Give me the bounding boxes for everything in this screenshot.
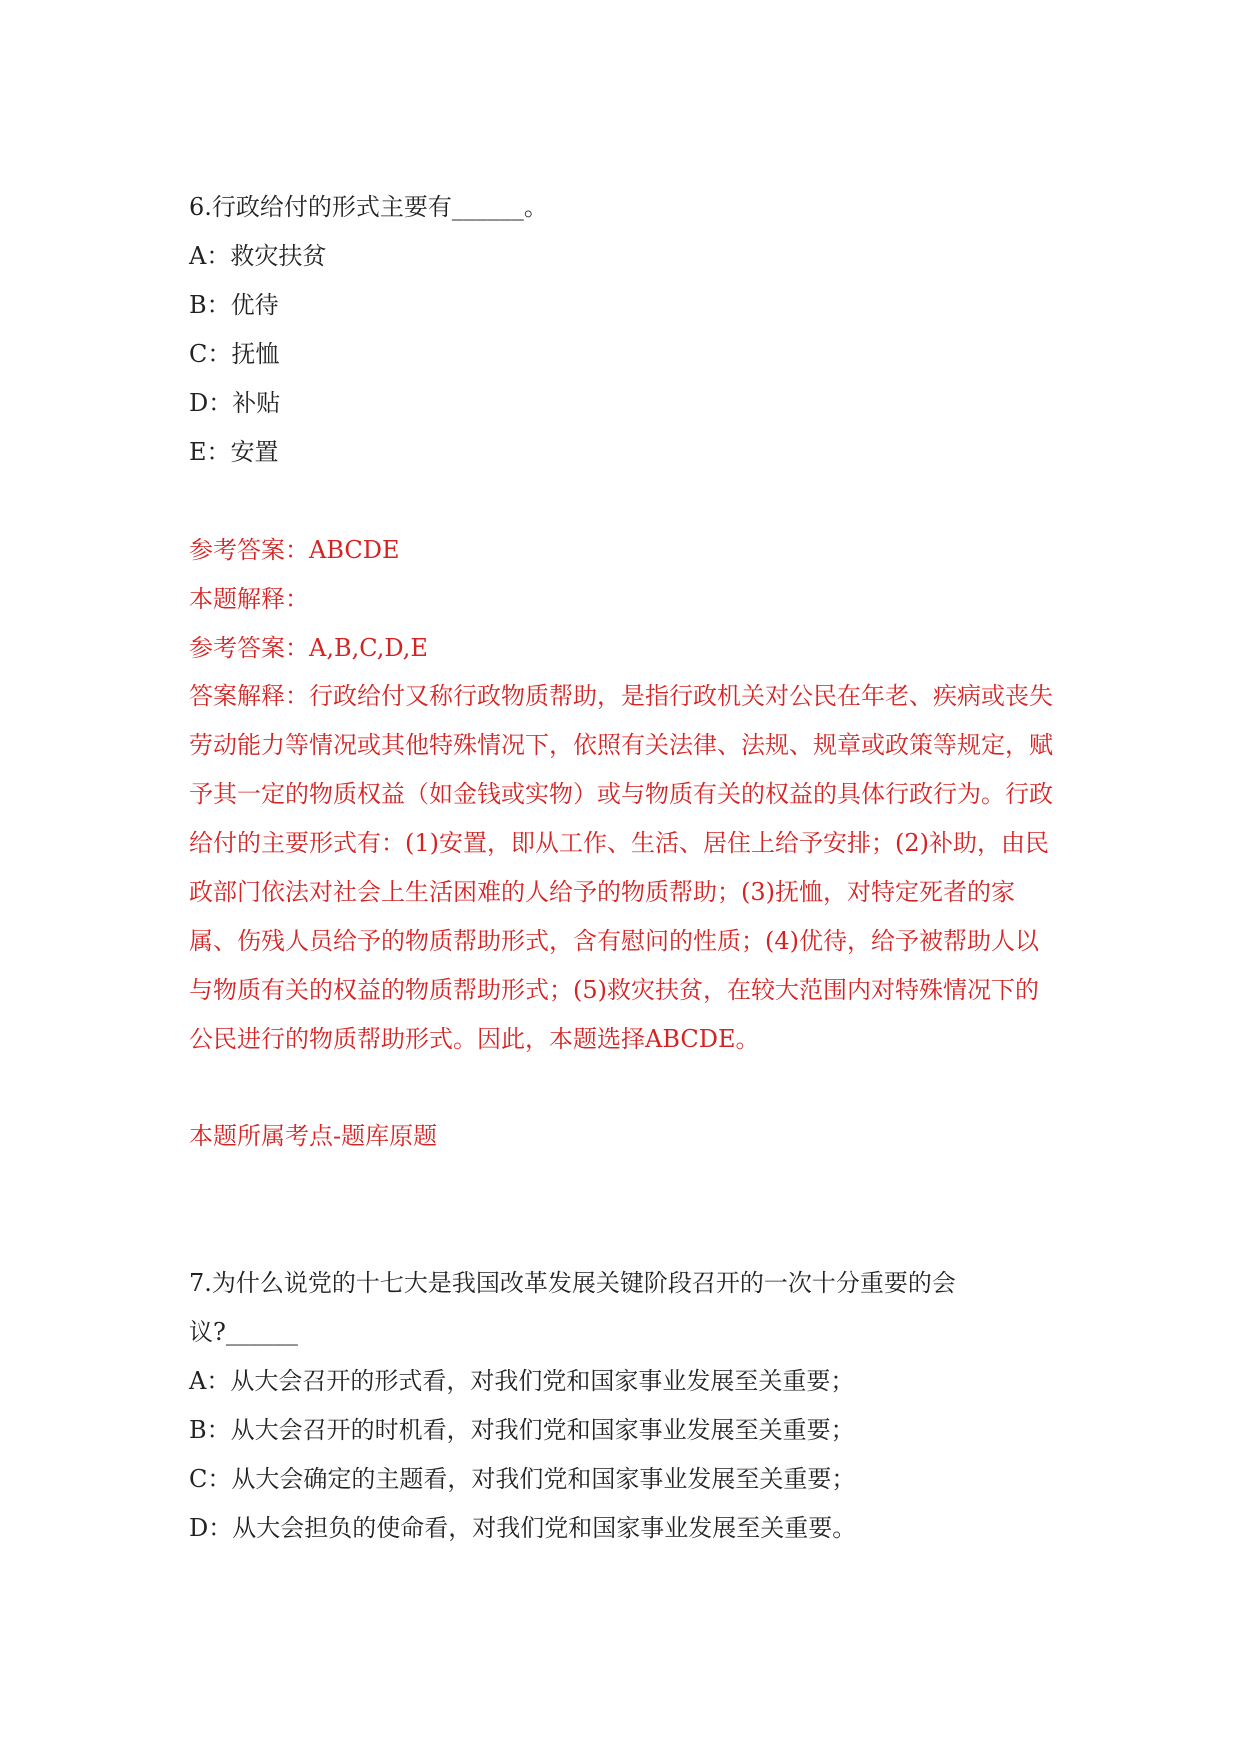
question-6-option-d: D：补贴 — [189, 389, 281, 417]
question-6-option-a: A：救灾扶贫 — [189, 242, 327, 270]
question-7-option-a: A：从大会召开的形式看，对我们党和国家事业发展至关重要； — [189, 1367, 855, 1395]
question-6-explanation-title: 本题解释： — [189, 585, 309, 613]
question-6-source: 本题所属考点-题库原题 — [189, 1122, 438, 1150]
question-7-option-d: D：从大会担负的使命看，对我们党和国家事业发展至关重要。 — [189, 1514, 857, 1542]
question-7-option-b: B：从大会召开的时机看，对我们党和国家事业发展至关重要； — [189, 1416, 855, 1444]
question-7-stem-line-1: 7.为什么说党的十七大是我国改革发展关键阶段召开的一次十分重要的会 — [189, 1269, 956, 1297]
question-6-answer: 参考答案：ABCDE — [189, 536, 400, 564]
question-6-option-c: C：抚恤 — [189, 340, 280, 368]
question-6-option-e: E：安置 — [189, 438, 279, 466]
question-7-stem-line-2: 议?______ — [189, 1318, 298, 1346]
question-6-stem: 6.行政给付的形式主要有______。 — [189, 193, 548, 221]
question-6-option-b: B：优待 — [189, 291, 279, 319]
question-6-explanation: 答案解释：行政给付又称行政物质帮助，是指行政机关对公民在年老、疾病或丧失劳动能力等情况或其他特殊情况下，依照有关法律、法规、规章或政策等规定，赋予其一定的物质权益（如金钱或实物）或与物质有关的权益的具体行政行为。行政给付的主要形式有：(1)安置，即从工作、生活、居住上给予安排；(2)补助，由民政部门依法对社会上生活困难的人给予的物质帮助；(3)抚恤，对特定死者的家属、伤残人员给予的物质帮助形式，含有慰问的性质；(4)优待，给予被帮助人以与物质有关的权益的物质帮助形式；(5)救灾扶贫，在较大范围内对特殊情况下的公民进行的物质帮助形式。因此，本题选择ABCDE。 — [189, 682, 1053, 1053]
question-7-option-c: C：从大会确定的主题看，对我们党和国家事业发展至关重要； — [189, 1465, 856, 1493]
question-6-reference-answer: 参考答案：A,B,C,D,E — [189, 634, 428, 662]
